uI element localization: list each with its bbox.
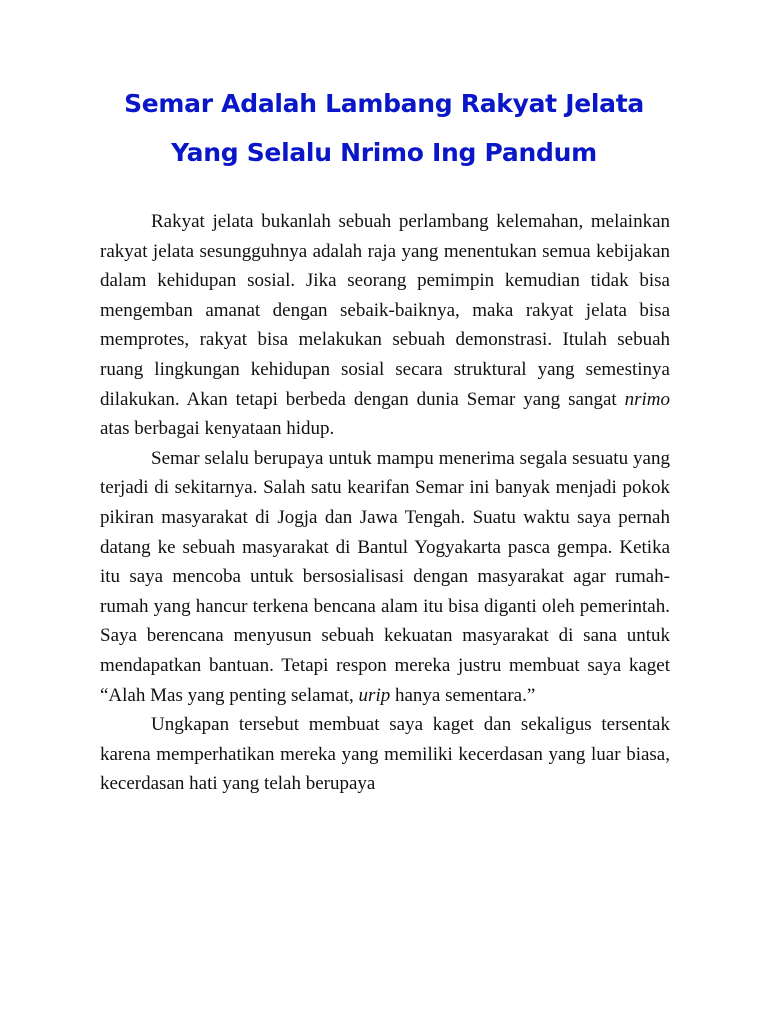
paragraph-2 (100, 444, 670, 710)
article-body (100, 207, 670, 799)
page-title-line-1: Semar Adalah Lambang Rakyat Jelata (124, 89, 644, 118)
paragraph-1-text-end: atas berbagai kenyataan hidup. (100, 418, 335, 440)
paragraph-1 (100, 207, 670, 444)
paragraph-3-text: Ungkapan tersebut membuat saya kaget dan sekaligus tersentak karena memperhatikan mereka yang memiliki kecerdasan yang luar biasa, kecerdasan hati yang telah berupaya (100, 714, 670, 795)
paragraph-2-italic: urip (358, 684, 391, 706)
paragraph-1-text: Rakyat jelata bukanlah sebuah perlambang kelemahan, melainkan rakyat jelata sesungguhnya adalah raja yang menentukan semua kebijakan dalam kehidupan sosial. Jika seorang pemimpin kemudian tidak bisa mengemban amanat dengan sebaik-baiknya, maka rakyat jelata bisa memprotes, rakyat bisa melakukan sebuah demonstrasi. Itulah sebuah ruang lingkungan kehidupan sosial secara struktural yang semestinya dilakukan. Akan tetapi berbeda dengan dunia Semar yang sangat (100, 211, 670, 410)
paragraph-1-italic: nrimo (624, 388, 670, 410)
paragraph-3 (100, 710, 670, 799)
paragraph-2-text-end: hanya sementara.” (390, 684, 536, 706)
paragraph-2-text: Semar selalu berupaya untuk mampu menerima segala sesuatu yang terjadi di sekitarnya. Salah satu kearifan Semar ini banyak menjadi pokok pikiran masyarakat di Jogja dan Jawa Tengah. Suatu waktu saya pernah datang ke sebuah masyarakat di Bantul Yogyakarta pasca gempa. Ketika itu saya mencoba untuk bersosialisasi dengan masyarakat agar rumah-rumah yang hancur terkena bencana alam itu bisa diganti oleh pemerintah. Saya berencana menyusun sebuah kekuatan masyarakat di sana untuk mendapatkan bantuan. Tetapi respon mereka justru membuat saya kaget “Alah Mas yang penting selamat, (100, 447, 670, 706)
page-title-line-2: Yang Selalu Nrimo Ing Pandum (171, 138, 597, 167)
